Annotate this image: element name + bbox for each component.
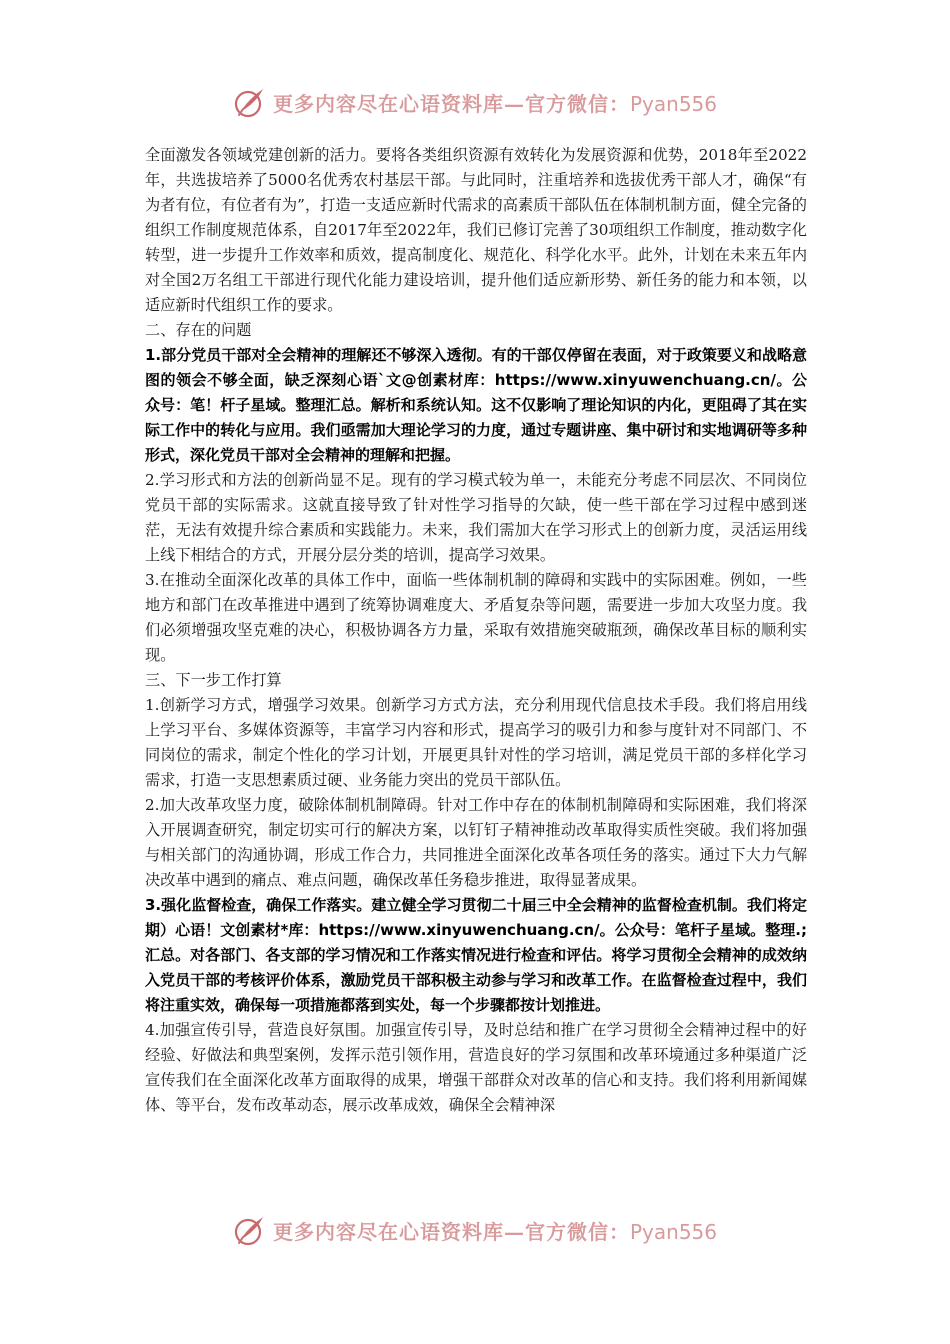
banner-slogan: 更多内容尽在心语资料库—官方微信： bbox=[272, 91, 630, 116]
quill-logo-icon bbox=[233, 85, 267, 119]
document-body bbox=[145, 143, 807, 1118]
banner-inner bbox=[233, 1213, 717, 1247]
section-heading-problems: 二、存在的问题 bbox=[145, 321, 252, 339]
banner-slogan: 更多内容尽在心语资料库—官方微信： bbox=[272, 1219, 630, 1244]
header-watermark-banner bbox=[0, 82, 950, 122]
plan-paragraph-2: 2.加大改革攻坚力度，破除体制机制障碍。针对工作中存在的体制机制障碍和实际困难，我们将深入开展调查研究，制定切实可行的解决方案，以钉钉子精神推动改革取得实质性突破。我们将加强与相关部门的沟通协调，形成工作合力，共同推进全面深化改革各项任务的落实。通过下大力气解决改革中遇到的痛点、难点问题，确保改革任务稳步推进，取得显著成果。 bbox=[145, 796, 807, 889]
problem-paragraph-2: 2.学习形式和方法的创新尚显不足。现有的学习模式较为单一，未能充分考虑不同层次、不同岗位党员干部的实际需求。这就直接导致了针对性学习指导的欠缺，使一些干部在学习过程中感到迷茫，无法有效提升综合素质和实践能力。未来，我们需加大在学习形式上的创新力度，灵活运用线上线下相结合的方式，开展分层分类的培训，提高学习效果。 bbox=[145, 471, 807, 564]
section-heading-next-steps: 三、下一步工作打算 bbox=[145, 671, 282, 689]
banner-wechat-id: Pyan556 bbox=[629, 1219, 717, 1244]
plan-paragraph-1: 1.创新学习方式，增强学习效果。创新学习方式方法，充分利用现代信息技术手段。我们将启用线上学习平台、多媒体资源等，丰富学习内容和形式，提高学习的吸引力和参与度针对不同部门、不同岗位的需求，制定个性化的学习计划，开展更具针对性的学习培训，满足党员干部的多样化学习需求，打造一支思想素质过硬、业务能力突出的党员干部队伍。 bbox=[145, 696, 807, 789]
footer-watermark-banner bbox=[0, 1210, 950, 1250]
intro-paragraph: 全面激发各领域党建创新的活力。要将各类组织资源有效转化为发展资源和优势，2018年至2022年，共选拔培养了5000名优秀农村基层干部。与此同时，注重培养和选拔优秀干部人才，确保“有为者有位，有位者有为”，打造一支适应新时代需求的高素质干部队伍在体制机制方面，健全完备的组织工作制度规范体系，自2017年至2022年，我们已修订完善了30项组织工作制度，推动数字化转型，进一步提升工作效率和质效，提高制度化、规范化、科学化水平。此外，计划在未来五年内对全国2万名组工干部进行现代化能力建设培训，提升他们适应新形势、新任务的能力和本领，以适应新时代组织工作的要求。 bbox=[145, 146, 807, 314]
banner-text bbox=[273, 1216, 717, 1245]
banner-wechat-id: Pyan556 bbox=[629, 91, 717, 116]
banner-inner bbox=[233, 85, 717, 119]
quill-logo-icon bbox=[233, 1213, 267, 1247]
banner-text bbox=[273, 88, 717, 117]
plan-paragraph-4: 4.加强宣传引导，营造良好氛围。加强宣传引导，及时总结和推广在学习贯彻全会精神过程中的好经验、好做法和典型案例，发挥示范引领作用，营造良好的学习氛围和改革环境通过多种渠道广泛宣传我们在全面深化改革方面取得的成果，增强干部群众对改革的信心和支持。我们将利用新闻媒体、等平台，发布改革动态，展示改革成效，确保全会精神深 bbox=[145, 1021, 807, 1114]
problem-paragraph-1: 1.部分党员干部对全会精神的理解还不够深入透彻。有的干部仅停留在表面，对于政策要义和战略意图的领会不够全面，缺乏深刻心语`文@创素材库：https://www.xinyuwenchuang.cn/。公众号：笔！杆子星域。整理汇总。解析和系统认知。这不仅影响了理论知识的内化，更阻碍了其在实际工作中的转化与应用。我们亟需加大理论学习的力度，通过专题讲座、集中研讨和实地调研等多种形式，深化党员干部对全会精神的理解和把握。 bbox=[145, 346, 807, 464]
plan-paragraph-3: 3.强化监督检查，确保工作落实。建立健全学习贯彻二十届三中全会精神的监督检查机制。我们将定期）心语！文创素材*库：https://www.xinyuwenchuang.cn/。公众号：笔杆子星域。整理.;汇总。对各部门、各支部的学习情况和工作落实情况进行检查和评估。将学习贯彻全会精神的成效纳入党员干部的考核评价体系，激励党员干部积极主动参与学习和改革工作。在监督检查过程中，我们将注重实效，确保每一项措施都落到实处，每一个步骤都按计划推进。 bbox=[145, 896, 807, 1014]
problem-paragraph-3: 3.在推动全面深化改革的具体工作中，面临一些体制机制的障碍和实践中的实际困难。例如，一些地方和部门在改革推进中遇到了统筹协调难度大、矛盾复杂等问题，需要进一步加大攻坚力度。我们必须增强攻坚克难的决心，积极协调各方力量，采取有效措施突破瓶颈，确保改革目标的顺利实现。 bbox=[145, 571, 807, 664]
